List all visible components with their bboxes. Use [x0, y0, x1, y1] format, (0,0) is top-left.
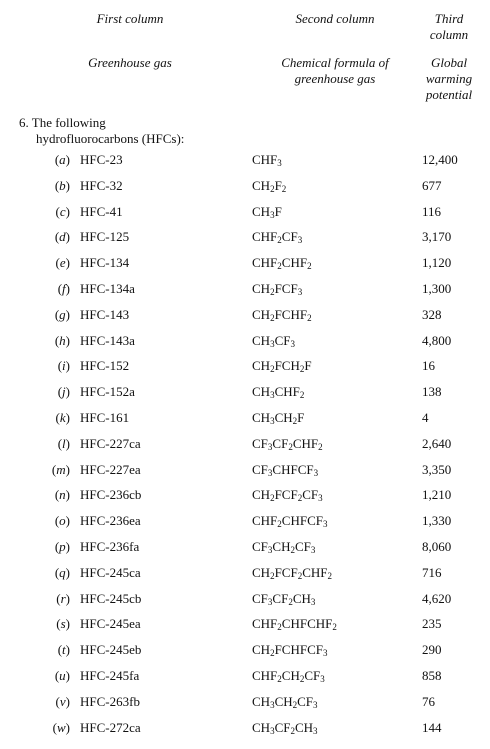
row-label: (d) [54, 229, 70, 245]
item-heading-line2: hydrofluorocarbons (HFCs): [36, 131, 185, 146]
chemical-formula: $CHF_2CHFCHF_2$ [252, 616, 337, 633]
row-label: (r) [56, 590, 70, 606]
row-label: (v) [55, 693, 70, 709]
col3-header-line1: Third [434, 11, 464, 26]
chemical-formula: $CHF_3$ [252, 152, 282, 168]
chemical-formula: $CF_3CH_2CF_3$ [252, 538, 316, 555]
table-row [0, 280, 490, 306]
col3-subheader-line2: warming [425, 71, 473, 86]
col3-header [418, 11, 480, 43]
global-warming-potential: 4 [422, 409, 429, 425]
col1-subheader: Greenhouse gas [88, 55, 172, 70]
gas-name: HFC-161 [80, 409, 130, 425]
row-label: (e) [55, 255, 70, 271]
gas-name: HFC-272ca [80, 719, 141, 735]
global-warming-potential: 1,300 [422, 280, 452, 296]
global-warming-potential: 3,170 [422, 229, 452, 245]
chemical-formula: $CH_2FCF_2CF_3$ [252, 487, 323, 504]
global-warming-potential: 2,640 [422, 435, 452, 451]
row-label: (u) [54, 667, 70, 683]
global-warming-potential: 76 [422, 693, 435, 709]
col2-subheader-line1: Chemical formula of [281, 55, 389, 70]
chemical-formula: $CH_2F_2$ [252, 177, 287, 194]
table-row [0, 228, 490, 254]
row-label: (k) [55, 409, 70, 425]
table-row [0, 641, 490, 667]
gas-name: HFC-134a [80, 280, 135, 296]
global-warming-potential: 4,800 [422, 332, 452, 348]
gas-name: HFC-125 [80, 229, 130, 245]
chemical-formula: $CH_3F$ [252, 203, 282, 220]
row-label: (q) [54, 564, 70, 580]
global-warming-potential: 4,620 [422, 590, 452, 606]
chemical-formula: $CF_3CF_2CH_3$ [252, 590, 316, 607]
gas-name: HFC-245fa [80, 667, 140, 683]
row-label: (c) [55, 203, 70, 219]
global-warming-potential: 8,060 [422, 538, 452, 554]
gas-name: HFC-134 [80, 255, 130, 271]
table-row [0, 719, 490, 745]
chemical-formula: $CF_3CHFCF_3$ [252, 461, 319, 478]
chemical-formula: $CH_2FCF_2CHF_2$ [252, 564, 332, 581]
table-row [0, 461, 490, 487]
gas-name: HFC-245cb [80, 590, 142, 606]
gas-name: HFC-143a [80, 332, 135, 348]
table-row [0, 254, 490, 280]
gas-name: HFC-32 [80, 177, 123, 193]
table-row [0, 306, 490, 332]
table-row [0, 357, 490, 383]
chemical-formula: $CF_3CF_2CHF_2$ [252, 435, 323, 452]
gas-name: HFC-236fa [80, 538, 140, 554]
table-row [0, 383, 490, 409]
global-warming-potential: 16 [422, 358, 435, 374]
global-warming-potential: 677 [422, 177, 442, 193]
table-row [0, 203, 490, 229]
table-row [0, 435, 490, 461]
gas-table [0, 151, 490, 744]
table-row [0, 332, 490, 358]
gas-name: HFC-236cb [80, 487, 142, 503]
row-label: (h) [54, 332, 70, 348]
gas-name: HFC-143 [80, 306, 130, 322]
global-warming-potential: 116 [422, 203, 442, 219]
row-label: (p) [54, 538, 70, 554]
table-row [0, 177, 490, 203]
table-row [0, 590, 490, 616]
global-warming-potential: 858 [422, 667, 442, 683]
row-label: (m) [51, 461, 70, 477]
table-row [0, 693, 490, 719]
global-warming-potential: 328 [422, 306, 442, 322]
table-row [0, 538, 490, 564]
chemical-formula: $CH_2FCHFCF_3$ [252, 642, 328, 659]
row-label: (t) [57, 642, 70, 658]
table-row [0, 564, 490, 590]
chemical-formula: $CH_3CHF_2$ [252, 384, 305, 401]
gas-name: HFC-245ca [80, 564, 141, 580]
gas-name: HFC-245eb [80, 642, 142, 658]
gas-name: HFC-227ca [80, 435, 141, 451]
col3-subheader-line3: potential [425, 87, 473, 102]
table-row [0, 667, 490, 693]
global-warming-potential: 138 [422, 384, 442, 400]
row-label: (b) [54, 177, 70, 193]
table-row [0, 615, 490, 641]
chemical-formula: $CH_2FCF_3$ [252, 280, 303, 297]
chemical-formula: $CH_3CF_2CH_3$ [252, 719, 318, 736]
table-row [0, 151, 490, 177]
row-label: (g) [54, 306, 70, 322]
chemical-formula: $CH_2FCH_2F$ [252, 358, 312, 375]
chemical-formula: $CHF_2CH_2CF_3$ [252, 667, 325, 684]
col3-header-line2: column [429, 27, 469, 42]
chemical-formula: $CH_3CH_2CF_3$ [252, 693, 318, 710]
gas-name: HFC-152 [80, 358, 130, 374]
gas-name: HFC-152a [80, 384, 135, 400]
chemical-formula: $CH_2FCHF_2$ [252, 306, 312, 323]
col2-subheader-line2: greenhouse gas [294, 71, 376, 86]
gas-name: HFC-245ea [80, 616, 141, 632]
global-warming-potential: 290 [422, 642, 442, 658]
col2-subheader [252, 55, 418, 87]
col2-header: Second column [295, 11, 375, 26]
table-row [0, 486, 490, 512]
gas-name: HFC-23 [80, 152, 123, 167]
gas-name: HFC-41 [80, 203, 123, 219]
row-label: (i) [57, 358, 70, 374]
row-label: (f) [57, 280, 70, 296]
chemical-formula: $CHF_2CHFCF_3$ [252, 513, 328, 530]
global-warming-potential: 3,350 [422, 461, 452, 477]
row-label: (j) [57, 384, 70, 400]
row-label: (w) [52, 719, 70, 735]
global-warming-potential: 144 [422, 719, 442, 735]
chemical-formula: $CHF_2CHF_2$ [252, 255, 312, 272]
chemical-formula: $CHF_2CF_3$ [252, 229, 303, 246]
chemical-formula: $CH_3CH_2F$ [252, 409, 305, 426]
table-row [0, 409, 490, 435]
global-warming-potential: 235 [422, 616, 442, 632]
row-label: (n) [54, 487, 70, 503]
item-heading [19, 115, 184, 147]
gas-name: HFC-227ea [80, 461, 141, 477]
global-warming-potential: 716 [422, 564, 442, 580]
col1-header: First column [96, 11, 164, 26]
global-warming-potential: 12,400 [422, 152, 458, 167]
row-label: (l) [57, 435, 70, 451]
col3-subheader-line1: Global [430, 55, 468, 70]
global-warming-potential: 1,210 [422, 487, 452, 503]
table-row [0, 512, 490, 538]
global-warming-potential: 1,120 [422, 255, 452, 271]
col3-subheader [418, 55, 480, 103]
chemical-formula: $CH_3CF_3$ [252, 332, 295, 349]
row-label: (s) [56, 616, 70, 632]
global-warming-potential: 1,330 [422, 513, 452, 529]
gas-name: HFC-263fb [80, 693, 140, 709]
row-label: (o) [54, 513, 70, 529]
gas-name: HFC-236ea [80, 513, 141, 529]
row-label: (a) [54, 152, 70, 167]
item-heading-line1: 6. The following [19, 115, 106, 130]
